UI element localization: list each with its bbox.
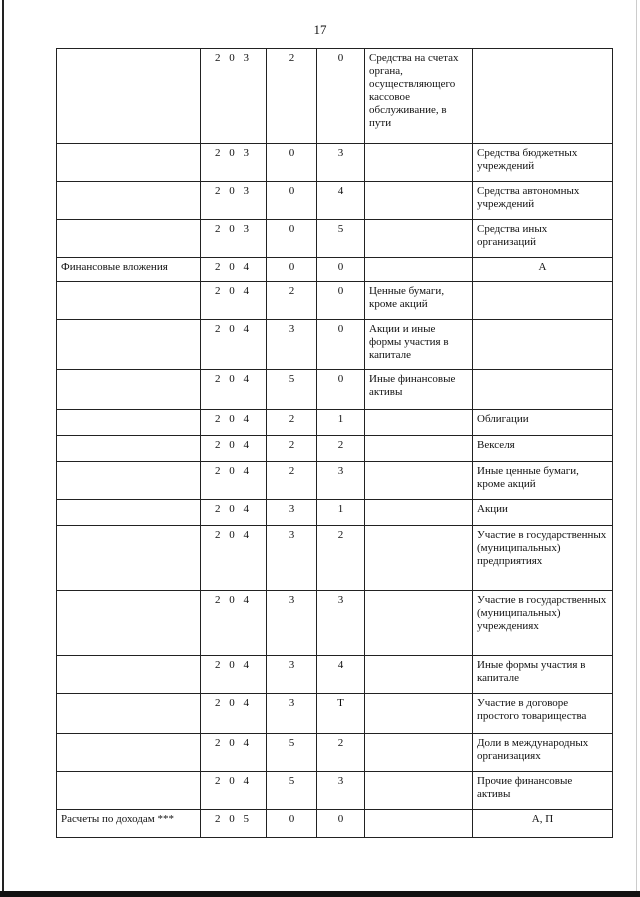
section-cell bbox=[57, 282, 201, 320]
analytic-code-cell: 2 bbox=[267, 436, 317, 462]
analytic-code-cell: 2 bbox=[267, 282, 317, 320]
table-row bbox=[57, 810, 613, 838]
code-cell: 2 0 4 bbox=[201, 694, 267, 734]
subaccount-name-cell: Доли в международных организациях bbox=[473, 734, 613, 772]
section-cell bbox=[57, 410, 201, 436]
table-row bbox=[57, 526, 613, 591]
analytic-code-cell: 3 bbox=[267, 500, 317, 526]
subcode-cell: 0 bbox=[317, 49, 365, 144]
subcode-cell: 1 bbox=[317, 410, 365, 436]
code-cell: 2 0 4 bbox=[201, 734, 267, 772]
code-cell: 2 0 4 bbox=[201, 282, 267, 320]
account-name-cell: Акции и иные формы участия в капитале bbox=[365, 320, 473, 370]
account-name-cell bbox=[365, 500, 473, 526]
subaccount-name-cell: Акции bbox=[473, 500, 613, 526]
section-cell bbox=[57, 734, 201, 772]
table-row bbox=[57, 591, 613, 656]
account-type-cell: А, П bbox=[473, 810, 613, 838]
section-cell bbox=[57, 182, 201, 220]
subaccount-name-cell: Средства бюджетных учреждений bbox=[473, 144, 613, 182]
account-name-cell bbox=[365, 182, 473, 220]
account-name-cell bbox=[365, 410, 473, 436]
code-cell: 2 0 4 bbox=[201, 258, 267, 282]
analytic-code-cell: 0 bbox=[267, 810, 317, 838]
subaccount-name-cell: Участие в государственных (муниципальных) учреждениях bbox=[473, 591, 613, 656]
account-name-cell bbox=[365, 694, 473, 734]
subaccount-name-cell bbox=[473, 320, 613, 370]
subcode-cell: 0 bbox=[317, 370, 365, 410]
subaccount-name-cell bbox=[473, 49, 613, 144]
analytic-code-cell: 3 bbox=[267, 320, 317, 370]
table-row bbox=[57, 656, 613, 694]
section-cell bbox=[57, 772, 201, 810]
subcode-cell: 5 bbox=[317, 220, 365, 258]
table-row bbox=[57, 258, 613, 282]
account-name-cell bbox=[365, 656, 473, 694]
account-name-cell bbox=[365, 436, 473, 462]
analytic-code-cell: 3 bbox=[267, 656, 317, 694]
analytic-code-cell: 0 bbox=[267, 182, 317, 220]
subaccount-name-cell: Прочие финансовые активы bbox=[473, 772, 613, 810]
table-row bbox=[57, 320, 613, 370]
code-cell: 2 0 4 bbox=[201, 320, 267, 370]
table-row bbox=[57, 282, 613, 320]
table-row bbox=[57, 49, 613, 144]
table-row bbox=[57, 734, 613, 772]
section-cell: Расчеты по доходам *** bbox=[57, 810, 201, 838]
section-cell bbox=[57, 144, 201, 182]
code-cell: 2 0 3 bbox=[201, 144, 267, 182]
account-name-cell: Средства на счетах органа, осуществляющего кассовое обслуживание, в пути bbox=[365, 49, 473, 144]
account-name-cell bbox=[365, 220, 473, 258]
account-name-cell bbox=[365, 526, 473, 591]
code-cell: 2 0 4 bbox=[201, 436, 267, 462]
analytic-code-cell: 3 bbox=[267, 591, 317, 656]
account-name-cell bbox=[365, 258, 473, 282]
subcode-cell: 1 bbox=[317, 500, 365, 526]
table-row bbox=[57, 220, 613, 258]
section-cell bbox=[57, 320, 201, 370]
subcode-cell: 2 bbox=[317, 526, 365, 591]
account-name-cell: Ценные бумаги, кроме акций bbox=[365, 282, 473, 320]
subcode-cell: 0 bbox=[317, 258, 365, 282]
subcode-cell: 3 bbox=[317, 144, 365, 182]
table-row bbox=[57, 410, 613, 436]
account-name-cell bbox=[365, 810, 473, 838]
subcode-cell: 3 bbox=[317, 462, 365, 500]
table-row bbox=[57, 370, 613, 410]
account-name-cell bbox=[365, 462, 473, 500]
analytic-code-cell: 0 bbox=[267, 220, 317, 258]
table-row bbox=[57, 144, 613, 182]
analytic-code-cell: 2 bbox=[267, 410, 317, 436]
code-cell: 2 0 4 bbox=[201, 462, 267, 500]
subaccount-name-cell: Участие в договоре простого товарищества bbox=[473, 694, 613, 734]
code-cell: 2 0 4 bbox=[201, 370, 267, 410]
table-row bbox=[57, 436, 613, 462]
subaccount-name-cell: Облигации bbox=[473, 410, 613, 436]
section-cell bbox=[57, 436, 201, 462]
section-cell bbox=[57, 591, 201, 656]
subcode-cell: 4 bbox=[317, 656, 365, 694]
account-name-cell bbox=[365, 734, 473, 772]
scan-edge-right bbox=[636, 0, 637, 897]
subcode-cell: 4 bbox=[317, 182, 365, 220]
table-row bbox=[57, 694, 613, 734]
analytic-code-cell: 2 bbox=[267, 49, 317, 144]
section-cell bbox=[57, 462, 201, 500]
code-cell: 2 0 4 bbox=[201, 656, 267, 694]
analytic-code-cell: 0 bbox=[267, 144, 317, 182]
code-cell: 2 0 5 bbox=[201, 810, 267, 838]
table-row bbox=[57, 462, 613, 500]
account-name-cell bbox=[365, 144, 473, 182]
code-cell: 2 0 3 bbox=[201, 49, 267, 144]
subcode-cell: 2 bbox=[317, 436, 365, 462]
account-name-cell bbox=[365, 772, 473, 810]
subcode-cell: 2 bbox=[317, 734, 365, 772]
subcode-cell: 3 bbox=[317, 772, 365, 810]
code-cell: 2 0 4 bbox=[201, 410, 267, 436]
subaccount-name-cell: Средства иных организаций bbox=[473, 220, 613, 258]
subaccount-name-cell bbox=[473, 370, 613, 410]
subcode-cell: 0 bbox=[317, 320, 365, 370]
subaccount-name-cell: Участие в государственных (муниципальных) предприятиях bbox=[473, 526, 613, 591]
scan-edge-left bbox=[2, 0, 4, 897]
table-row bbox=[57, 500, 613, 526]
subcode-cell: Т bbox=[317, 694, 365, 734]
code-cell: 2 0 4 bbox=[201, 500, 267, 526]
analytic-code-cell: 2 bbox=[267, 462, 317, 500]
account-type-cell: А bbox=[473, 258, 613, 282]
subaccount-name-cell: Иные ценные бумаги, кроме акций bbox=[473, 462, 613, 500]
code-cell: 2 0 4 bbox=[201, 772, 267, 810]
subcode-cell: 3 bbox=[317, 591, 365, 656]
subaccount-name-cell: Векселя bbox=[473, 436, 613, 462]
subaccount-name-cell: Средства автономных учреждений bbox=[473, 182, 613, 220]
section-cell bbox=[57, 500, 201, 526]
section-cell bbox=[57, 656, 201, 694]
analytic-code-cell: 5 bbox=[267, 772, 317, 810]
section-cell bbox=[57, 49, 201, 144]
section-cell: Финансовые вложения bbox=[57, 258, 201, 282]
account-name-cell: Иные финансовые активы bbox=[365, 370, 473, 410]
analytic-code-cell: 5 bbox=[267, 370, 317, 410]
analytic-code-cell: 0 bbox=[267, 258, 317, 282]
subcode-cell: 0 bbox=[317, 282, 365, 320]
code-cell: 2 0 4 bbox=[201, 526, 267, 591]
section-cell bbox=[57, 220, 201, 258]
subcode-cell: 0 bbox=[317, 810, 365, 838]
section-cell bbox=[57, 526, 201, 591]
table-row bbox=[57, 772, 613, 810]
analytic-code-cell: 5 bbox=[267, 734, 317, 772]
section-cell bbox=[57, 370, 201, 410]
analytic-code-cell: 3 bbox=[267, 526, 317, 591]
section-cell bbox=[57, 694, 201, 734]
account-codes-table bbox=[56, 48, 613, 838]
analytic-code-cell: 3 bbox=[267, 694, 317, 734]
subaccount-name-cell: Иные формы участия в капитале bbox=[473, 656, 613, 694]
subaccount-name-cell bbox=[473, 282, 613, 320]
code-cell: 2 0 4 bbox=[201, 591, 267, 656]
code-cell: 2 0 3 bbox=[201, 220, 267, 258]
code-cell: 2 0 3 bbox=[201, 182, 267, 220]
account-name-cell bbox=[365, 591, 473, 656]
table-row bbox=[57, 182, 613, 220]
page-number: 17 bbox=[313, 22, 327, 37]
scan-edge-bottom bbox=[0, 891, 640, 897]
